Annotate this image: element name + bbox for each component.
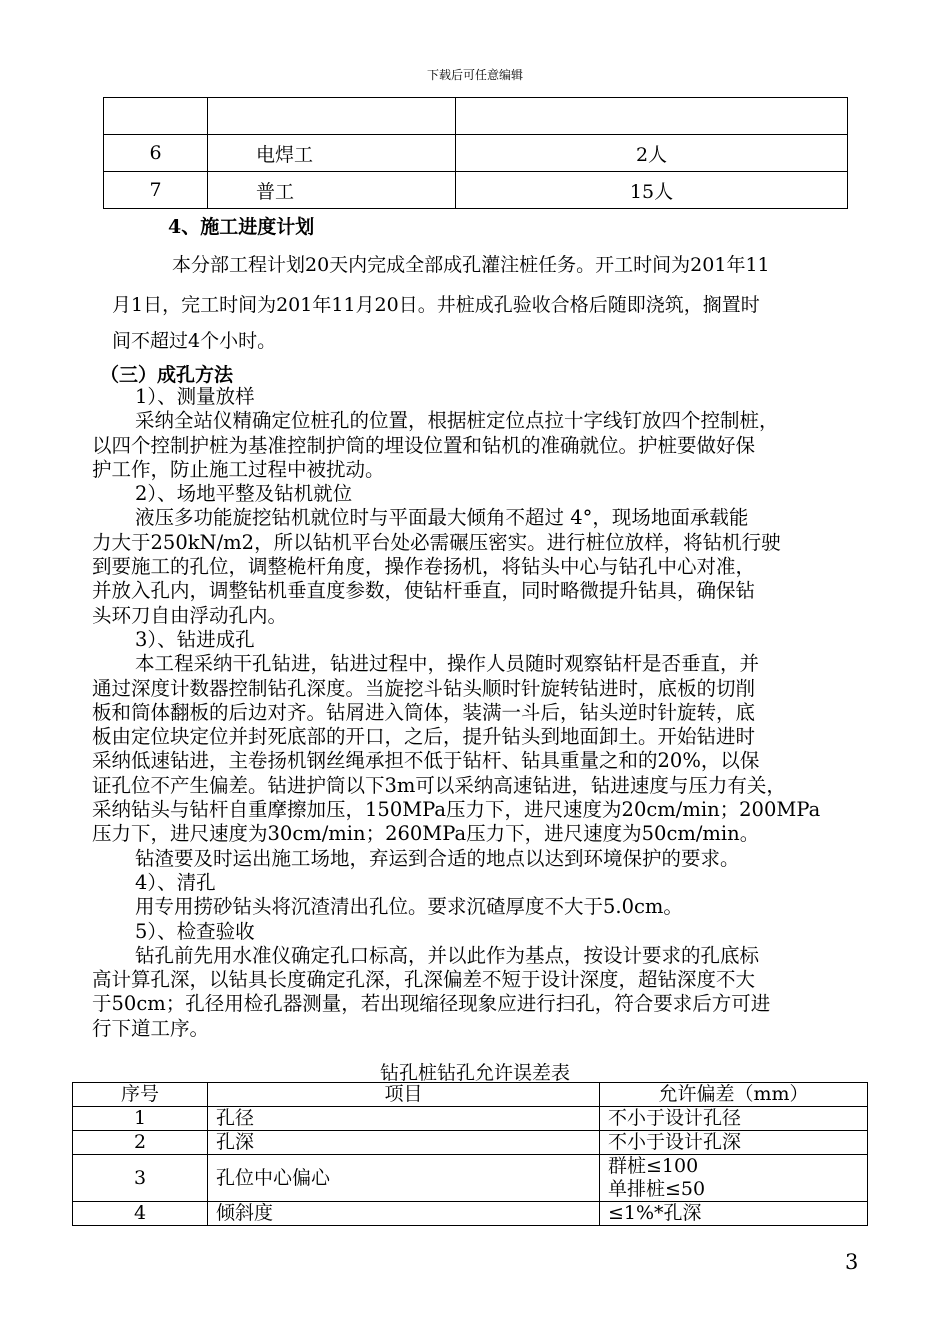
body-line: 于50cm；孔径用检孔器测量，若出现缩径现象应进行扫孔，符合要求后方可进: [92, 992, 771, 1016]
row-item: 孔深: [208, 1131, 600, 1155]
body-line: 并放入孔内，调整钻机垂直度参数，使钻杆垂直，同时略微提升钻具，确保钻: [92, 579, 756, 603]
schedule-line-3: 间不超过4个小时。: [112, 330, 277, 352]
body-line: 采纳钻头与钻杆自重摩擦加压，150MPa压力下，进尺速度为20cm/min；200MPa: [92, 798, 821, 822]
row-number: 4: [73, 1202, 208, 1226]
table-caption: 钻孔桩钻孔允许误差表: [379, 1062, 570, 1084]
table-row: [73, 1107, 868, 1131]
header-no: 序号: [73, 1083, 208, 1107]
body-line: 以四个控制护桩为基准控制护筒的埋设位置和钻机的准确就位。护桩要做好保: [92, 433, 756, 457]
row-tolerance: 不小于设计孔径: [600, 1107, 868, 1131]
schedule-line-2: 月1日，完工时间为201年11月20日。井桩成孔验收合格后随即浇筑，搁置时: [112, 294, 760, 316]
table-row: [104, 135, 848, 172]
tolerance-table: [72, 1082, 868, 1226]
row-tolerance: 不小于设计孔深: [600, 1131, 868, 1155]
row-item: 孔径: [208, 1107, 600, 1131]
body-line: 3）、钻进成孔: [135, 627, 255, 651]
table-row: [104, 172, 848, 209]
body-line: 通过深度计数器控制钻孔深度。当旋挖斗钻头顺时针旋转钻进时，底板的切削: [92, 676, 756, 700]
row-number: 6: [104, 135, 208, 172]
table-row: [73, 1155, 868, 1202]
row-item: 孔位中心偏心: [208, 1155, 600, 1202]
worker-count: [456, 98, 848, 135]
row-number: 2: [73, 1131, 208, 1155]
body-line: 到要施工的孔位，调整桅杆角度，操作卷扬机，将钻头中心与钻孔中心对准，: [92, 555, 756, 579]
body-line: 行下道工序。: [92, 1016, 210, 1040]
row-tolerance: [600, 1155, 868, 1202]
body-line: 用专用捞砂钻头将沉渣清出孔位。要求沉碴厚度不大于5.0cm。: [135, 895, 683, 919]
body-line: 力大于250kN/m2，所以钻机平台处必需碾压密实。进行桩位放样，将钻机行驶: [92, 530, 781, 554]
row-number: 1: [73, 1107, 208, 1131]
section-heading-schedule: 4、施工进度计划: [168, 216, 315, 238]
section-heading-drilling-method: （三）成孔方法: [100, 364, 234, 386]
tolerance-group-pile: 群桩≤100: [608, 1155, 699, 1177]
worker-count: 2人: [456, 135, 848, 172]
worker-type: [208, 98, 456, 135]
table-row: [73, 1131, 868, 1155]
body-line: 5）、检查验收: [135, 919, 255, 943]
body-line: 本工程采纳干孔钻进，钻进过程中，操作人员随时观察钻杆是否垂直，并: [135, 652, 760, 676]
personnel-table: [103, 97, 848, 209]
drilling-method-body: [92, 385, 872, 1041]
body-line: 采纳低速钻进，主卷扬机钢丝绳承担不低于钻杆、钻具重量之和的20%，以保: [92, 749, 760, 773]
header-tolerance: 允许偏差（mm）: [600, 1083, 868, 1107]
page-header: 下载后可任意编辑: [426, 68, 523, 82]
row-number: 7: [104, 172, 208, 209]
body-line: 证孔位不产生偏差。钻进护筒以下3m可以采纳高速钻进，钻进速度与压力有关，: [92, 773, 786, 797]
table-header-row: [73, 1083, 868, 1107]
table-row: [73, 1202, 868, 1226]
tolerance-single-row-pile: 单排桩≤50: [608, 1178, 706, 1200]
body-line: 1）、测量放样: [135, 385, 255, 408]
row-number: 3: [73, 1155, 208, 1202]
worker-type: 电焊工: [208, 135, 456, 172]
body-line: 头环刀自由浮动孔内。: [92, 603, 288, 627]
worker-count: 15人: [456, 172, 848, 209]
header-item: 项目: [208, 1083, 600, 1107]
body-line: 4）、清孔: [135, 870, 216, 894]
table-row: [104, 98, 848, 135]
body-line: 钻孔前先用水准仪确定孔口标高，并以此作为基点，按设计要求的孔底标: [135, 943, 760, 967]
page-number: 3: [845, 1250, 859, 1274]
row-item: 倾斜度: [208, 1202, 600, 1226]
schedule-line-1: 本分部工程计划20天内完成全部成孔灌注桩任务。开工时间为201年11: [172, 254, 770, 276]
worker-type: 普工: [208, 172, 456, 209]
body-line: 板由定位块定位并封死底部的开口，之后，提升钻头到地面卸土。开始钻进时: [92, 725, 756, 749]
body-line: 护工作，防止施工过程中被扰动。: [92, 457, 385, 481]
body-line: 2）、场地平整及钻机就位: [135, 482, 353, 506]
body-line: 高计算孔深，以钻具长度确定孔深，孔深偏差不短于设计深度，超钻深度不大: [92, 968, 756, 992]
body-line: 液压多功能旋挖钻机就位时与平面最大倾角不超过 4°，现场地面承载能: [135, 506, 749, 530]
body-line: 钻渣要及时运出施工场地，弃运到合适的地点以达到环境保护的要求。: [135, 846, 740, 870]
body-line: 压力下，进尺速度为30cm/min；260MPa压力下，进尺速度为50cm/min。: [92, 822, 760, 846]
row-tolerance: ≤1%*孔深: [600, 1202, 868, 1226]
body-line: 板和筒体翻板的后边对齐。钻屑进入筒体，装满一斗后，钻头逆时针旋转，底: [92, 700, 756, 724]
row-number: [104, 98, 208, 135]
body-line: 采纳全站仪精确定位桩孔的位置，根据桩定位点拉十字线钉放四个控制桩，: [135, 409, 779, 433]
